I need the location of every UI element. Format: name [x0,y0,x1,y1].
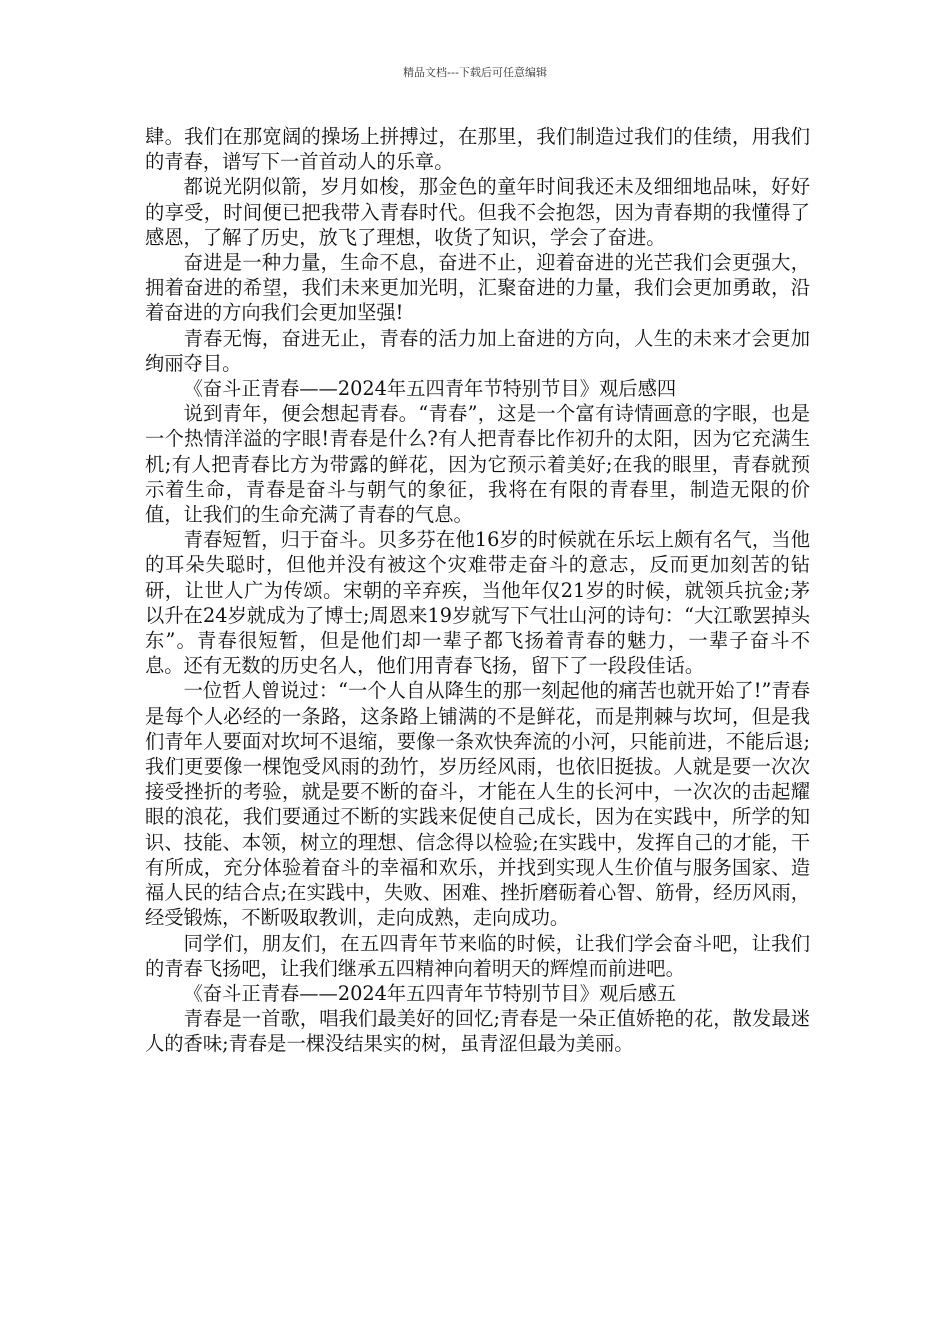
paragraph: 奋进是一种力量，生命不息，奋进不止，迎着奋进的光芒我们会更强大，拥着奋进的希望，我们未来更加光明，汇聚奋进的力量，我们会更加勇敢，沿着奋进的方向我们会更加坚强! [145,251,810,325]
document-body [145,124,810,1057]
paragraph: 同学们，朋友们，在五四青年节来临的时候，让我们学会奋斗吧，让我们的青春飞扬吧，让我们继承五四精神向着明天的辉煌而前进吧。 [145,931,810,980]
paragraph: 青春无悔，奋进无止，青春的活力加上奋进的方向，人生的未来才会更加绚丽夺目。 [145,326,810,375]
paragraph: 青春短暂，归于奋斗。贝多芬在他16岁的时候就在乐坛上颇有名气，当他的耳朵失聪时，但他并没有被这个灾难带走奋斗的意志，反而更加刻苦的钻研，让世人广为传颂。宋朝的辛弃疾，当他年仅21岁的时候，就领兵抗金;茅以升在24岁就成为了博士;周恩来19岁就写下气壮山河的诗句：“大江歌罢掉头东”。青春很短暂，但是他们却一辈子都飞扬着青春的魅力，一辈子奋斗不息。还有无数的历史名人，他们用青春飞扬，留下了一段段佳话。 [145,528,810,678]
paragraph: 青春是一首歌，唱我们最美好的回忆;青春是一朵正值娇艳的花，散发最迷人的香味;青春是一棵没结果实的树，虽青涩但最为美丽。 [145,1007,810,1056]
paragraph: 肆。我们在那宽阔的操场上拼搏过，在那里，我们制造过我们的佳绩，用我们的青春，谱写下一首首动人的乐章。 [145,125,810,174]
paragraph: 都说光阴似箭，岁月如梭，那金色的童年时间我还未及细细地品味，好好的享受，时间便已把我带入青春时代。但我不会抱怨，因为青春期的我懂得了感恩，了解了历史，放飞了理想，收货了知识，学会了奋进。 [145,175,810,249]
page-header: 精品文档---下载后可任意编辑 [403,66,547,79]
section-heading: 《奋斗正青春——2024年五四青年节特别节目》观后感四 [183,377,677,401]
paragraph: 一位哲人曾说过：“一个人自从降生的那一刻起他的痛苦也就开始了!”青春是每个人必经的一条路，这条路上铺满的不是鲜花，而是荆棘与坎坷，但是我们青年人要面对坎坷不退缩，要像一条欢快奔流的小河，只能前进，不能后退;我们更要像一棵饱受风雨的劲竹，岁历经风雨，也依旧挺拔。人就是要一次次接受挫折的考验，就是要不断的奋斗，才能在人生的长河中，一次次的击起耀眼的浪花，我们要通过不断的实践来促使自己成长，因为在实践中，所学的知识、技能、本领，树立的理想、信念得以检验;在实践中，发挥自己的才能，干有所成，充分体验着奋斗的幸福和欢乐，并找到实现人生价值与服务国家、造福人民的结合点;在实践中，失败、困难、挫折磨砺着心智、筋骨，经历风雨，经受锻炼，不断吸取教训，走向成熟，走向成功。 [145,679,810,930]
section-heading: 《奋斗正青春——2024年五四青年节特别节目》观后感五 [183,981,677,1005]
paragraph: 说到青年，便会想起青春。“青春”，这是一个富有诗情画意的字眼，也是一个热情洋溢的字眼!青春是什么?有人把青春比作初升的太阳，因为它充满生机;有人把青春比方为带露的鲜花，因为它预示着美好;在我的眼里，青春就预示着生命，青春是奋斗与朝气的象征，我将在有限的青春里，制造无限的价值，让我们的生命充满了青春的气息。 [145,402,810,527]
